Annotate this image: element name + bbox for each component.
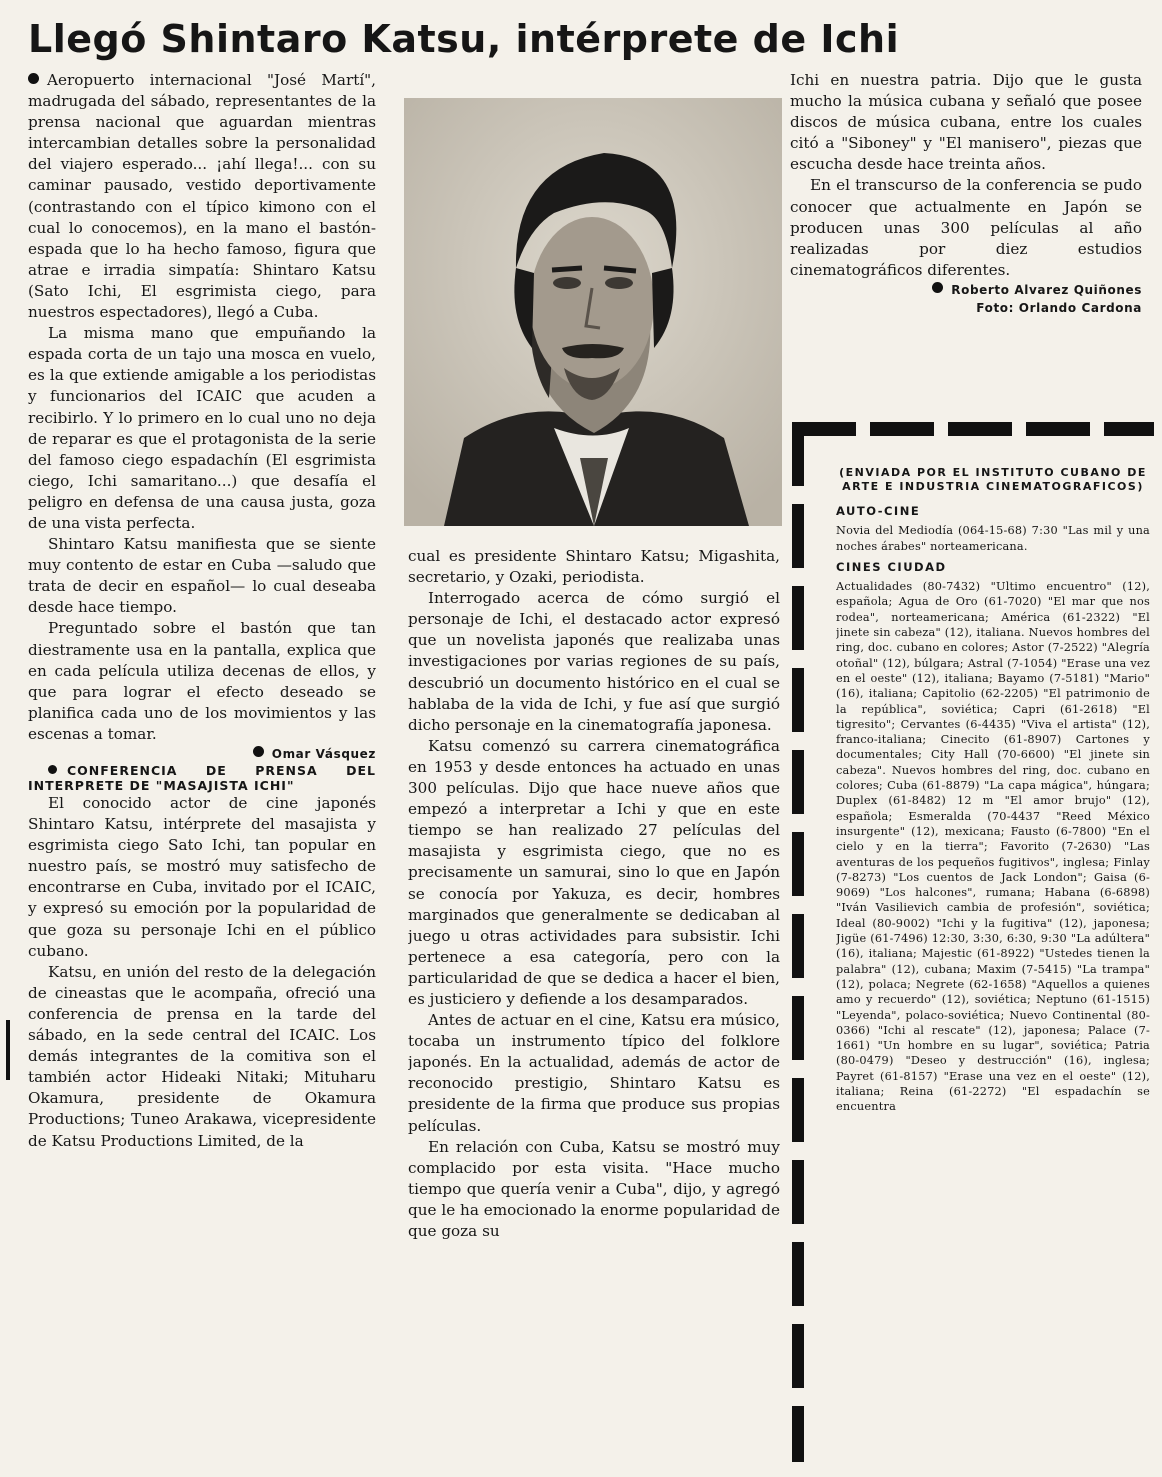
- article-paragraph: Preguntado sobre el bastón que tan diestramente usa en la pantalla, explica que en cada película utiliza decenas de ellos, y que para lograr el efecto deseado se planifica cada uno de los movimientos y las escenas a tomar.: [28, 619, 376, 743]
- headline: Llegó Shintaro Katsu, intérprete de Ichi: [28, 17, 900, 61]
- article-column-2: [408, 546, 780, 1476]
- cines-heading: CINES CIUDAD: [836, 559, 947, 574]
- article-paragraph: Shintaro Katsu manifiesta que se siente muy contento de estar en Cuba —saludo que trata de decir en español— lo cual deseaba desde hace tiempo.: [28, 535, 376, 617]
- section-subhead: CONFERENCIA DE PRENSA DEL INTERPRETE DE "MASAJISTA ICHI": [28, 763, 376, 793]
- bullet-icon: [253, 746, 264, 757]
- listings-intro: (ENVIADA POR EL INSTITUTO CUBANO DE ARTE E INDUSTRIA CINEMATOGRAFICOS): [839, 466, 1147, 493]
- bullet-icon: [932, 282, 943, 293]
- article-paragraph: Aeropuerto internacional "José Martí", madrugada del sábado, representantes de la prensa nacional que aguardan mientras intercambian detalles sobre la personalidad del viajero esperado... ¡ahí llega!... con su caminar pausado, vestido deportivamente (contrastando con el típico kimono con el cual lo conocemos), en la mano el bastón-espada que lo ha hecho famoso, figura que atrae e irradia simpatía: Shintaro Katsu (Sato Ichi, El esgrimista ciego, para nuestros espectadores), llegó a Cuba.: [28, 71, 376, 322]
- autocine-listing: Novia del Mediodía (064-15-68) 7:30 "Las mil y una noches árabes" norteamericana.: [836, 524, 1150, 553]
- cines-listing: Actualidades (80-7432) "Ultimo encuentro" (12), española; Agua de Oro (61-7020) "El mar que nos rodea", norteamericana; América (61-2322) "El jinete sin cabeza" (12), italiana. Nuevos hombres del ring, doc. cubano en colores; Astor (7-2522) "Alegría otoñal" (12), búlgara; Astral (7-1054) "Erase una vez en el oeste" (12), italiana; Bayamo (7-5181) "Mario" (16), italiana; Capitolio (62-2205) "El patrimonio de la república", soviética; Capri (61-2618) "El tigresito"; Cervantes (6-4435) "Viva el artista" (12), franco-italiana; Cinecito (61-8907) Cartones y documentales; City Hall (70-6600) "El jinete sin cabeza". Nuevos hombres del ring, doc. cubano en colores; Cuba (61-8879) "La capa mágica", húngara; Duplex (61-8482) 12 m "El amor brujo" (12), española; Esmeralda (70-4437 "Reed México insurgente" (12), mexicana; Fausto (6-7800) "En el cielo y en la tierra"; Favorito (7-2630) "Las aventuras de los pequeños fugitivos", inglesa; Finlay (7-8273) "Los cuentos de Jack London"; Gaisa (6-9069) "Los halcones", rumana; Habana (6-6898) "Iván Vasilievich cambia de profesión", soviética; Ideal (80-9002) "Ichi y la fugitiva" (12), japonesa; Jigüe (61-7496) 12:30, 3:30, 6:30, 9:30 "La adúltera" (16), italiana; Majestic (61-8922) "Ustedes tienen la palabra" (12), cubana; Maxim (7-5415) "La trampa" (12), polaca; Negrete (62-1658) "Aquellos a quienes amo y recuerdo" (12), soviética; Neptuno (61-1515) "Leyenda", polaco-soviética; Nuevo Continental (80-0366) "Ichi al rescate" (12), japonesa; Palace (7-1661) "Un hombre en su lugar", soviética; Patria (80-0479) "Deseo y destrucción" (16), inglesa; Payret (61-8157) "Erase una vez en el oeste" (12), italiana; Reina (61-2272) "El espadachín se encuentra: [836, 580, 1150, 1114]
- bullet-icon: [28, 73, 39, 84]
- article-column-1: [28, 70, 376, 1470]
- article-paragraph: La misma mano que empuñando la espada corta de un tajo una mosca en vuelo, es la que extiende amigable a los periodistas y funcionarios del ICAIC que acuden a recibirlo. Y lo primero en lo cual uno no deja de reparar es que el protagonista de la serie del famoso ciego espadachín (El esgrimista ciego, Ichi samaritano...) que desafía el peligro en defensa de una causa justa, goza de una vista perfecta.: [28, 324, 376, 532]
- byline: Roberto Alvarez Quiñones: [790, 281, 1142, 299]
- article-paragraph: Ichi en nuestra patria. Dijo que le gusta mucho la música cubana y señaló que posee discos de música cubana, entre los cuales citó a "Siboney" y "El manisero", piezas que escucha desde hace treinta años.: [790, 71, 1142, 174]
- article-paragraph: Antes de actuar en el cine, Katsu era músico, tocaba un instrumento típico del folklore japonés. En la actualidad, además de actor de reconocido prestigio, Shintaro Katsu es presidente de la firma que produce sus propias películas.: [408, 1011, 780, 1135]
- autocine-heading: AUTO-CINE: [836, 504, 921, 518]
- article-paragraph: En relación con Cuba, Katsu se mostró muy complacido por esta visita. "Hace mucho tiempo que quería venir a Cuba", dijo, y agregó que le ha emocionado la enorme popularidad de que goza su: [408, 1137, 780, 1240]
- listings-body: [836, 466, 1150, 1456]
- article-paragraph: Katsu, en unión del resto de la delegación de cineastas que le acompaña, ofreció una conferencia de prensa en la tarde del sábado, en la sede central del ICAIC. Los demás integrantes de la comitiva son el también actor Hideaki Nitaki; Mituharu Okamura, presidente de Okamura Productions; Tuneo Arakawa, vicepresidente de Katsu Productions Limited, de la: [28, 962, 376, 1150]
- article-paragraph: El conocido actor de cine japonés Shintaro Katsu, intérprete del masajista y esgrimista ciego Sato Ichi, tan popular en nuestro país, se mostró muy satisfecho de encontrarse en Cuba, invitado por el ICAIC, y expresó su emoción por la popularidad de que goza su personaje Ichi en el público cubano.: [28, 794, 376, 960]
- cinema-listings-box: [792, 422, 1158, 1462]
- article-paragraph: En el transcurso de la conferencia se pudo conocer que actualmente en Japón se producen unas 300 películas al año realizadas por diez estudios cinematográficos diferentes.: [790, 176, 1142, 279]
- photo-credit: Foto: Orlando Cardona: [976, 300, 1142, 315]
- bullet-icon: [48, 765, 57, 774]
- article-paragraph: cual es presidente Shintaro Katsu; Migashita, secretario, y Ozaki, periodista.: [408, 547, 780, 587]
- dashed-border-left: [792, 422, 804, 1462]
- article-paragraph: Katsu comenzó su carrera cinematográfica en 1953 y desde entonces ha actuado en unas 300 películas. Dijo que hace nueve años que empezó a interpretar a Ichi y que en este tiempo se han realizado 27 películas del masajista y esgrimista ciego, que no es precisamente un samurai, sino lo que en Japón se conocía por Yakuza, es decir, hombres marginados que generalmente se dedicaban al juego u otras actividades para subsistir. Ichi pertenece a esa categoría, pero con la particularidad de que se dedica a hacer el bien, es justiciero y defiende a los desamparados.: [408, 736, 780, 1008]
- margin-rule: [6, 1020, 10, 1080]
- portrait-photo: [404, 98, 782, 526]
- article-paragraph: Interrogado acerca de cómo surgió el personaje de Ichi, el destacado actor expresó que un novelista japonés que realizaba unas investigaciones por varias regiones de su país, descubrió un documento histórico en el cual se hablaba de la vida de Ichi, y fue así que surgió dicho personaje en la cinematografía japonesa.: [408, 589, 780, 734]
- dashed-border-top: [792, 422, 1154, 436]
- byline: Omar Vásquez: [28, 745, 376, 763]
- article-column-3: [790, 70, 1142, 400]
